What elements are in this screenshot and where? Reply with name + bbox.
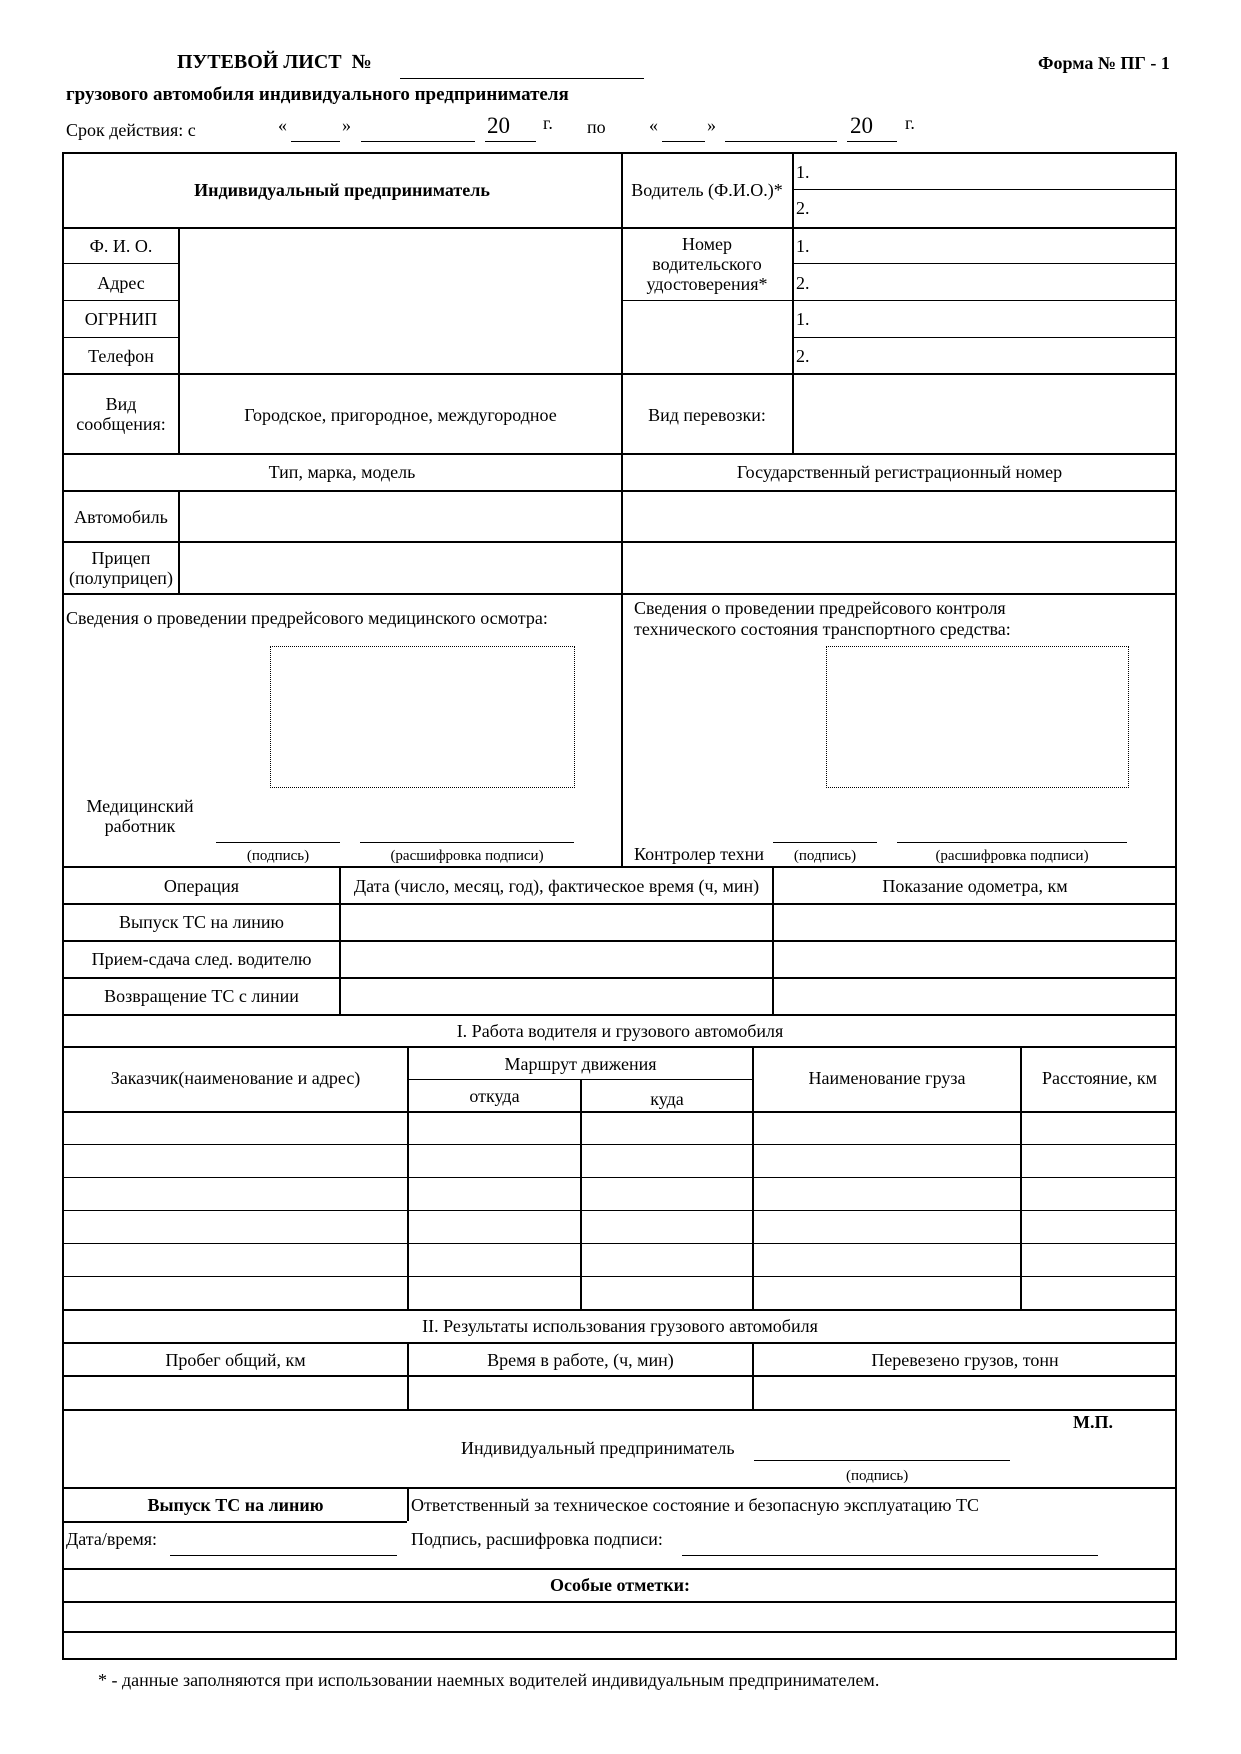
ip-signature-label: Индивидуальный предприниматель — [461, 1438, 735, 1458]
form-title: ПУТЕВОЙ ЛИСТ № — [177, 51, 372, 73]
divider — [62, 263, 178, 264]
to-label: по — [587, 117, 606, 137]
year-to-field[interactable] — [847, 141, 897, 142]
route-from-header: откуда — [469, 1086, 520, 1106]
ip-signature-line[interactable] — [754, 1460, 1010, 1461]
distance-header: Расстояние, км — [1042, 1068, 1157, 1088]
extra-num-1: 1. — [796, 309, 810, 329]
route-header: Маршрут движения — [504, 1054, 657, 1074]
table-row — [62, 1276, 1177, 1277]
medic-signature-caption: (подпись) — [246, 848, 310, 864]
address-label: Адрес — [97, 273, 145, 293]
divider — [407, 1079, 752, 1080]
work-section-title: I. Работа водителя и грузового автомобиля — [456, 1021, 784, 1041]
message-type-value: Городское, пригородное, междугородное — [244, 405, 557, 425]
datetime-header: Дата (число, месяц, год), фактическое время (ч, мин) — [353, 876, 760, 896]
car-label: Автомобиль — [74, 507, 168, 527]
technical-stamp-box — [826, 646, 1129, 788]
medic-decode-caption: (расшифровка подписи) — [390, 848, 544, 864]
odometer-header: Показание одометра, км — [882, 876, 1068, 896]
divider — [580, 1079, 582, 1309]
divider — [62, 1568, 1177, 1570]
responsible-signature-label: Подпись, расшифровка подписи: — [411, 1529, 663, 1549]
vehicle-type-header: Тип, марка, модель — [268, 462, 416, 482]
operation-row-handover: Прием-сдача след. водителю — [91, 949, 312, 969]
divider — [792, 152, 794, 453]
divider — [621, 300, 1177, 301]
release-title: Выпуск ТС на линию — [147, 1495, 324, 1515]
controller-signature-line[interactable] — [773, 842, 877, 843]
cargo-weight-header: Перевезено грузов, тонн — [871, 1350, 1059, 1370]
footnote: * - данные заполняются при использовании наемных водителей индивидуальным предпринимателем. — [98, 1670, 880, 1690]
phone-label: Телефон — [88, 346, 154, 366]
day-from-field[interactable] — [291, 141, 340, 142]
table-row — [62, 1144, 1177, 1145]
quote-open: « — [278, 115, 287, 135]
medic-label: Медицинский работник — [86, 796, 194, 836]
extra-num-2: 2. — [796, 346, 810, 366]
release-datetime-label: Дата/время: — [66, 1529, 158, 1549]
divider — [62, 1521, 407, 1523]
divider — [62, 300, 178, 301]
divider — [62, 490, 1177, 492]
medical-stamp-box — [270, 646, 575, 788]
year-to-suffix: г. — [905, 113, 915, 133]
validity-label: Срок действия: с — [66, 120, 196, 140]
divider — [621, 593, 623, 866]
year-from-field[interactable] — [485, 141, 536, 142]
license-num-2: 2. — [796, 273, 810, 293]
form-frame — [62, 152, 1177, 1660]
trailer-label: Прицеп (полуприцеп) — [69, 548, 173, 588]
results-section-title: II. Результаты использования грузового автомобиля — [422, 1316, 818, 1336]
form-subtitle: грузового автомобиля индивидуального предпринимателя — [66, 84, 569, 105]
customer-header: Заказчик(наименование и адрес) — [110, 1068, 361, 1088]
day-to-field[interactable] — [662, 141, 705, 142]
quote-close-2: » — [707, 115, 716, 135]
responsible-label: Ответственный за техническое состояние и безопасную эксплуатацию ТС — [411, 1495, 979, 1515]
year-from-suffix: г. — [543, 113, 553, 133]
operation-header: Операция — [163, 876, 240, 896]
table-row — [62, 1210, 1177, 1211]
fio-label: Ф. И. О. — [89, 236, 153, 256]
divider — [62, 903, 1177, 905]
divider — [62, 1409, 1177, 1411]
divider — [62, 940, 1177, 942]
medic-signature-line[interactable] — [216, 842, 340, 843]
release-datetime-field[interactable] — [170, 1555, 397, 1556]
divider — [62, 1375, 1177, 1377]
driver-num-2: 2. — [796, 198, 810, 218]
divider — [792, 337, 1177, 338]
divider — [62, 453, 1177, 455]
message-type-label: Вид сообщения: — [76, 394, 166, 434]
technical-inspection-label: Сведения о проведении предрейсового контроля технического состояния транспортного средства: — [634, 598, 1011, 639]
responsible-signature-field[interactable] — [682, 1555, 1098, 1556]
ip-header: Индивидуальный предприниматель — [194, 180, 490, 200]
license-label: Номер водительского удостоверения* — [646, 234, 768, 294]
driver-num-1: 1. — [796, 162, 810, 182]
work-time-header: Время в работе, (ч, мин) — [487, 1350, 674, 1370]
year-from-prefix: 20 — [487, 113, 510, 138]
table-row — [62, 1243, 1177, 1244]
controller-decode-caption: (расшифровка подписи) — [935, 848, 1089, 864]
divider — [62, 337, 178, 338]
form-code: Форма № ПГ - 1 — [1038, 53, 1170, 73]
medic-decode-line[interactable] — [360, 842, 574, 843]
ip-signature-caption: (подпись) — [846, 1468, 909, 1484]
divider — [62, 1342, 1177, 1344]
medical-inspection-label: Сведения о проведении предрейсового медицинского осмотра: — [66, 608, 548, 628]
cargo-header: Наименование груза — [808, 1068, 966, 1088]
reg-number-header: Государственный регистрационный номер — [736, 462, 1063, 482]
number-field-line[interactable] — [400, 78, 644, 79]
special-notes-title: Особые отметки: — [550, 1575, 690, 1595]
divider — [792, 263, 1177, 264]
divider — [62, 1309, 1177, 1311]
operation-row-return: Возвращение ТС с линии — [104, 986, 299, 1006]
divider — [407, 1487, 409, 1521]
divider — [62, 866, 1177, 868]
table-row — [62, 1177, 1177, 1178]
divider — [62, 593, 1177, 595]
year-to-prefix: 20 — [850, 113, 873, 138]
license-num-1: 1. — [796, 236, 810, 256]
route-to-header: куда — [650, 1089, 684, 1109]
quote-open-2: « — [649, 115, 658, 135]
quote-close: » — [342, 115, 351, 135]
divider — [62, 1487, 1177, 1489]
divider — [62, 977, 1177, 979]
divider — [62, 1631, 1177, 1633]
operation-row-release: Выпуск ТС на линию — [119, 912, 284, 932]
divider — [62, 373, 1177, 375]
controller-label: Контролер техни — [634, 844, 764, 864]
divider — [62, 1111, 1177, 1113]
transport-type-label: Вид перевозки: — [648, 405, 766, 425]
month-from-field[interactable] — [361, 141, 475, 142]
ogrnip-label: ОГРНИП — [84, 309, 158, 329]
divider — [62, 541, 1177, 543]
divider — [62, 1046, 1177, 1048]
month-to-field[interactable] — [725, 141, 837, 142]
driver-label: Водитель (Ф.И.О.)* — [631, 180, 783, 200]
divider — [792, 189, 1177, 190]
controller-decode-line[interactable] — [897, 842, 1127, 843]
divider — [62, 1601, 1177, 1603]
divider — [62, 227, 1177, 229]
divider — [62, 1014, 1177, 1016]
mileage-header: Пробег общий, км — [165, 1350, 306, 1370]
controller-signature-caption: (подпись) — [793, 848, 857, 864]
stamp-place-label: М.П. — [1073, 1412, 1113, 1432]
